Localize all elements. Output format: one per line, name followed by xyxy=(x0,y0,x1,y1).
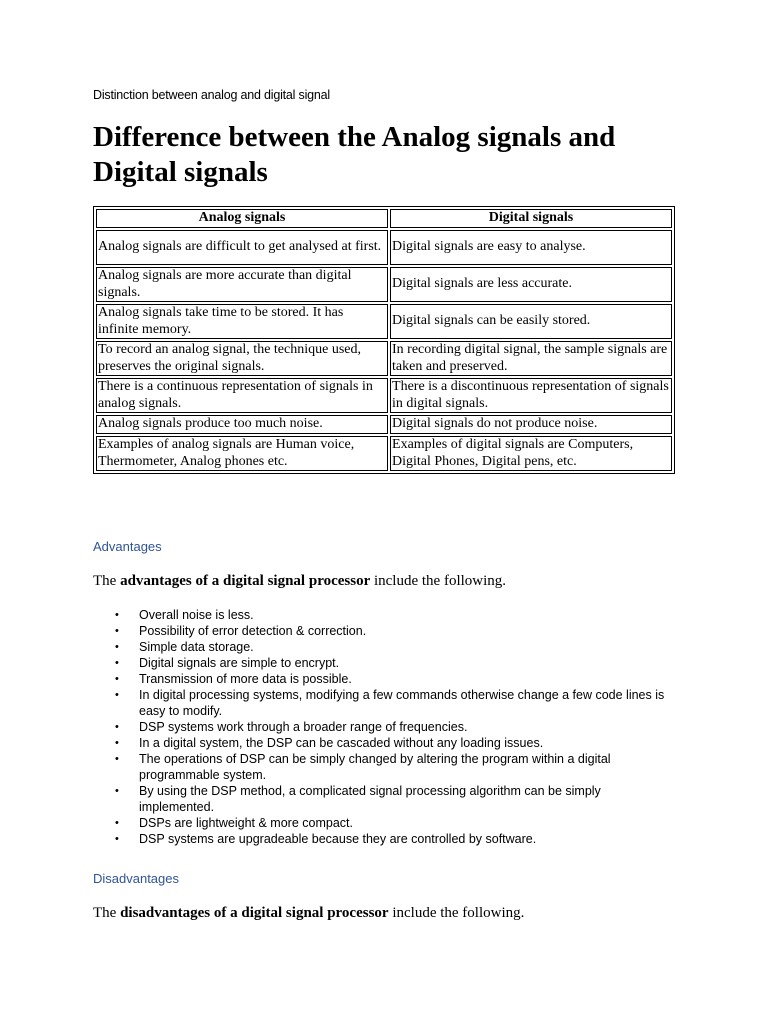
table-cell-analog: Analog signals are more accurate than digital signals. xyxy=(96,267,388,302)
table-cell-analog: Analog signals produce too much noise. xyxy=(96,415,388,434)
bullet-icon: • xyxy=(115,753,119,765)
list-item xyxy=(115,639,679,655)
list-item-text: In digital processing systems, modifying a few commands otherwise change a few code lines is easy to modify. xyxy=(139,688,665,718)
table-header-row xyxy=(96,209,672,228)
bullet-icon: • xyxy=(115,737,119,749)
table-cell-analog: There is a continuous representation of signals in analog signals. xyxy=(96,378,388,413)
table-row xyxy=(96,304,672,339)
table-row xyxy=(96,267,672,302)
table-cell-analog: Examples of analog signals are Human voice, Thermometer, Analog phones etc. xyxy=(96,436,388,471)
list-item xyxy=(115,783,679,815)
list-item xyxy=(115,735,679,751)
list-item-text: DSP systems are upgradeable because they are controlled by software. xyxy=(139,832,537,846)
disadvantages-heading: Disadvantages xyxy=(93,871,179,886)
advantages-intro xyxy=(93,573,506,590)
list-item xyxy=(115,671,679,687)
bullet-icon: • xyxy=(115,625,119,637)
list-item-text: Overall noise is less. xyxy=(139,608,254,622)
advantages-intro-bold: advantages of a digital signal processor xyxy=(120,573,371,589)
list-item-text: Transmission of more data is possible. xyxy=(139,672,352,686)
bullet-icon: • xyxy=(115,689,119,701)
table-cell-digital: Digital signals are easy to analyse. xyxy=(390,230,672,265)
comparison-table xyxy=(93,206,675,474)
table-cell-analog: Analog signals take time to be stored. It has infinite memory. xyxy=(96,304,388,339)
table-cell-digital: Digital signals can be easily stored. xyxy=(390,304,672,339)
list-item-text: DSPs are lightweight & more compact. xyxy=(139,816,353,830)
list-item-text: Simple data storage. xyxy=(139,640,254,654)
advantages-intro-prefix: The xyxy=(93,573,121,589)
list-item-text: By using the DSP method, a complicated signal processing algorithm can be simply implemented. xyxy=(139,784,601,814)
bullet-icon: • xyxy=(115,657,119,669)
advantages-list xyxy=(115,607,679,847)
table-cell-digital: In recording digital signal, the sample signals are taken and preserved. xyxy=(390,341,672,376)
table-cell-analog: Analog signals are difficult to get analysed at first. xyxy=(96,230,388,265)
table-row xyxy=(96,230,672,265)
column-header-analog: Analog signals xyxy=(96,209,388,228)
bullet-icon: • xyxy=(115,785,119,797)
list-item xyxy=(115,719,679,735)
table-cell-digital: There is a discontinuous representation of signals in digital signals. xyxy=(390,378,672,413)
bullet-icon: • xyxy=(115,609,119,621)
table-cell-analog: To record an analog signal, the technique used, preserves the original signals. xyxy=(96,341,388,376)
list-item xyxy=(115,815,679,831)
table-cell-digital: Digital signals do not produce noise. xyxy=(390,415,672,434)
bullet-icon: • xyxy=(115,817,119,829)
list-item xyxy=(115,751,679,783)
table-cell-digital: Digital signals are less accurate. xyxy=(390,267,672,302)
column-header-digital: Digital signals xyxy=(390,209,672,228)
disadvantages-intro-bold: disadvantages of a digital signal processor xyxy=(120,905,389,921)
bullet-icon: • xyxy=(115,721,119,733)
disadvantages-intro-suffix: include the following. xyxy=(388,905,525,921)
list-item-text: Possibility of error detection & correction. xyxy=(139,624,367,638)
advantages-heading: Advantages xyxy=(93,539,162,554)
list-item xyxy=(115,623,679,639)
table-row xyxy=(96,436,672,471)
list-item-text: In a digital system, the DSP can be cascaded without any loading issues. xyxy=(139,736,544,750)
list-item-text: DSP systems work through a broader range of frequencies. xyxy=(139,720,468,734)
list-item-text: Digital signals are simple to encrypt. xyxy=(139,656,340,670)
bullet-icon: • xyxy=(115,673,119,685)
list-item-text: The operations of DSP can be simply changed by altering the program within a digital programmable system. xyxy=(139,752,611,782)
table-row xyxy=(96,341,672,376)
bullet-icon: • xyxy=(115,641,119,653)
page-title: Difference between the Analog signals and Digital signals xyxy=(93,121,616,188)
disadvantages-intro xyxy=(93,905,524,922)
table-cell-digital: Examples of digital signals are Computers, Digital Phones, Digital pens, etc. xyxy=(390,436,672,471)
advantages-intro-suffix: include the following. xyxy=(370,573,507,589)
image-caption: Distinction between analog and digital signal xyxy=(93,88,330,102)
list-item xyxy=(115,687,679,719)
table-row xyxy=(96,415,672,434)
list-item xyxy=(115,607,679,623)
list-item xyxy=(115,655,679,671)
table-row xyxy=(96,378,672,413)
list-item xyxy=(115,831,679,847)
bullet-icon: • xyxy=(115,833,119,845)
disadvantages-intro-prefix: The xyxy=(93,905,121,921)
